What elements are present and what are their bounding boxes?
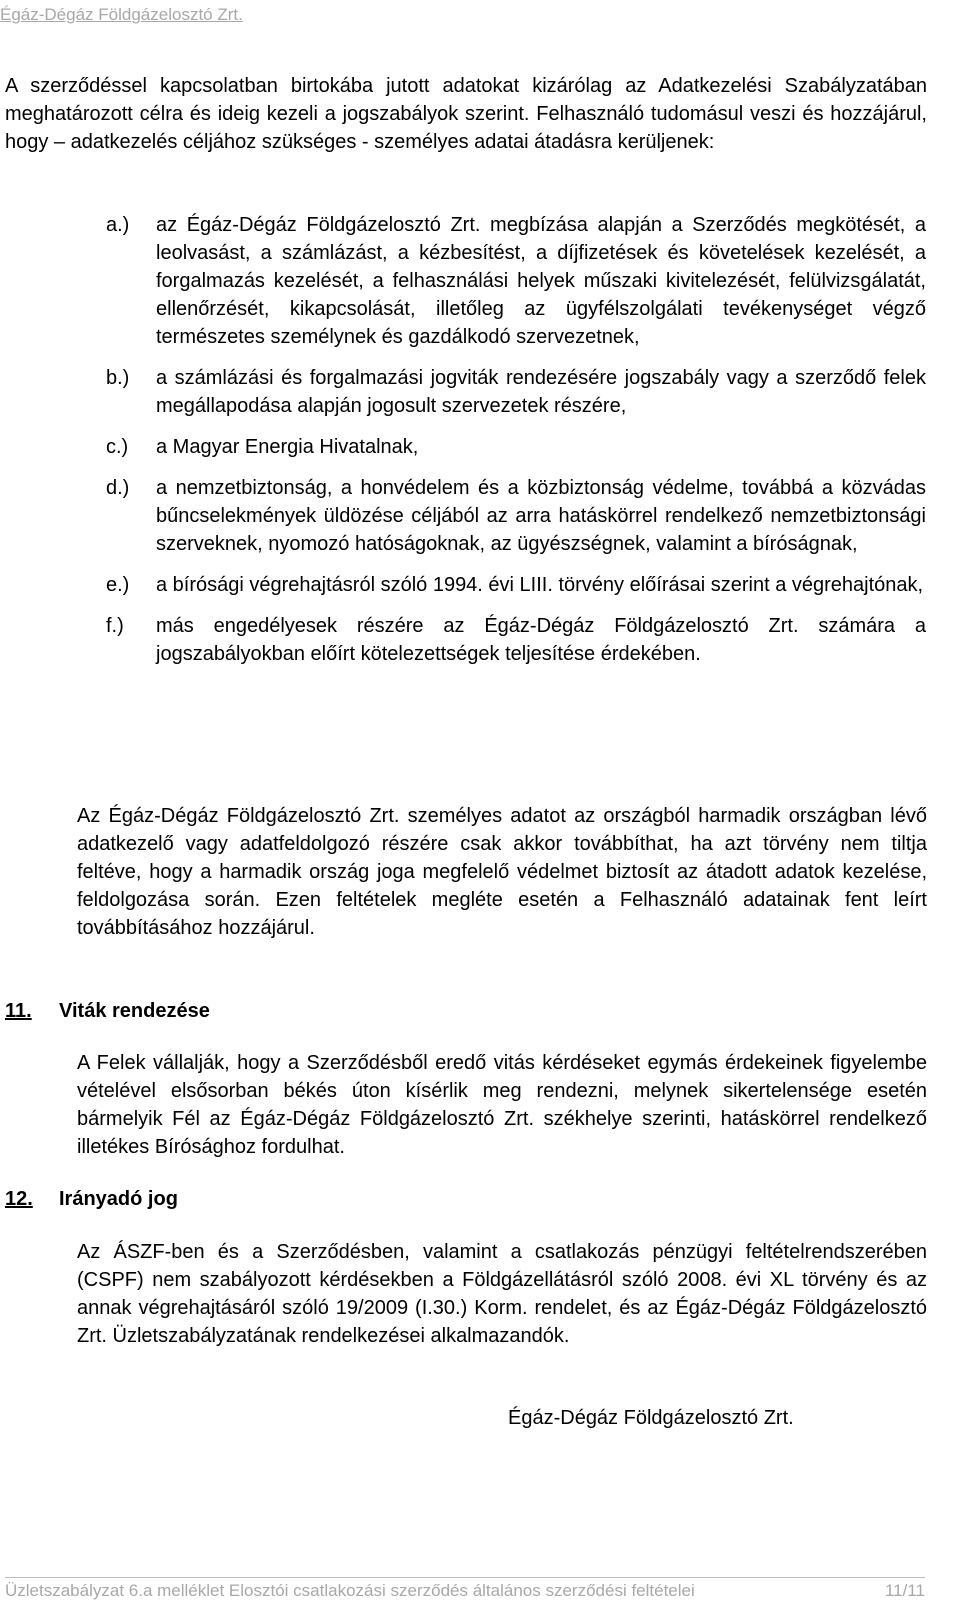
section-number: 11. (5, 1000, 32, 1022)
section-11-heading (5, 997, 210, 1025)
list-item-text: a bírósági végrehajtásról szóló 1994. évi LIII. törvény előírásai szerint a végrehajtónak, (156, 574, 924, 596)
section-number: 12. (5, 1188, 33, 1210)
list-item (106, 474, 926, 558)
list-item-text: a Magyar Energia Hivatalnak, (156, 436, 419, 458)
section-11-text: A Felek vállalják, hogy a Szerződésből eredő vitás kérdéseket egymás érdekeinek figyelembe vételével elsősorban békés úton kísérlik meg rendezni, melynek sikertelensége esetén bármelyik Fél az Égáz-Dégáz Földgázelosztó Zrt. székhelye szerinti, hatáskörrel rendelkező illetékes Bírósághoz fordulhat. (77, 1052, 927, 1158)
signature: Égáz-Dégáz Földgázelosztó Zrt. (508, 1407, 794, 1429)
list-item (106, 433, 926, 461)
section-12-heading (5, 1185, 178, 1213)
list-item-label: a.) (106, 214, 130, 236)
footer-text: Üzletszabályzat 6.a melléklet Elosztói csatlakozási szerződés általános szerződési feltételei (5, 1581, 695, 1600)
list-item-label: b.) (106, 367, 130, 389)
list-item-label: c.) (106, 436, 129, 458)
list-item-label: d.) (106, 477, 130, 499)
page-number: 11/11 (884, 1581, 925, 1600)
list-item (106, 364, 926, 420)
list-item-text: a nemzetbiztonság, a honvédelem és a közbiztonság védelme, továbbá a közvádas bűncselekmények üldözése céljából az arra hatáskörrel rendelkező nemzetbiztonsági szerveknek, nyomozó hatóságoknak, az ügyészségnek, valamint a bíróságnak, (156, 477, 926, 555)
section-title: Irányadó jog (59, 1188, 178, 1210)
page-footer (5, 1577, 925, 1602)
section-12-text: Az ÁSZF-ben és a Szerződésben, valamint a csatlakozás pénzügyi feltételrendszerében (CSPF) nem szabályozott kérdésekben a Földgázellátásról szóló 2008. évi XL törvény és az annak végrehajtásáról szóló 19/2009 (I.30.) Korm. rendelet, és az Égáz-Dégáz Földgázelosztó Zrt. Üzletszabályzatának rendelkezései alkalmazandók. (77, 1241, 927, 1347)
list-item (106, 612, 926, 668)
list-item-label: f.) (106, 615, 124, 637)
intro-paragraph: A szerződéssel kapcsolatban birtokába jutott adatokat kizárólag az Adatkezelési Szabályzatában meghatározott célra és ideig kezeli a jogszabályok szerint. Felhasználó tudomásul veszi és hozzájárul, hogy – adatkezelés céljához szükséges - személyes adatai átadásra kerüljenek: (5, 75, 927, 153)
list-item-text: az Égáz-Dégáz Földgázelosztó Zrt. megbízása alapján a Szerződés megkötését, a leolvasást, a számlázást, a kézbesítést, a díjfizetések és követelések kezelését, a forgalmazás kezelését, a felhasználási helyek műszaki kivitelezését, felülvizsgálatát, ellenőrzését, kikapcsolását, illetőleg az ügyfélszolgálati tevékenységet végző természetes személynek és gazdálkodó szervezetnek, (156, 214, 926, 348)
list-item-text: más engedélyesek részére az Égáz-Dégáz Földgázelosztó Zrt. számára a jogszabályokban előírt kötelezettségek teljesítése érdekében. (156, 615, 926, 665)
list-item-label: e.) (106, 574, 130, 596)
section-title: Viták rendezése (59, 1000, 210, 1022)
recipient-list (106, 211, 926, 681)
page-header-title: Égáz-Dégáz Földgázelosztó Zrt. (0, 5, 243, 24)
list-item (106, 571, 926, 599)
list-item (106, 211, 926, 351)
data-transfer-paragraph: Az Égáz-Dégáz Földgázelosztó Zrt. személyes adatot az országból harmadik országban lévő adatkezelő vagy adatfeldolgozó részére csak akkor továbbíthat, ha azt törvény nem tiltja feltéve, hogy a harmadik ország joga megfelelő védelmet biztosít az átadott adatok kezelése, feldolgozása során. Ezen feltételek megléte esetén a Felhasználó adatainak fent leírt továbbításához hozzájárul. (77, 805, 927, 939)
list-item-text: a számlázási és forgalmazási jogviták rendezésére jogszabály vagy a szerződő felek megállapodása alapján jogosult szervezetek részére, (156, 367, 926, 417)
